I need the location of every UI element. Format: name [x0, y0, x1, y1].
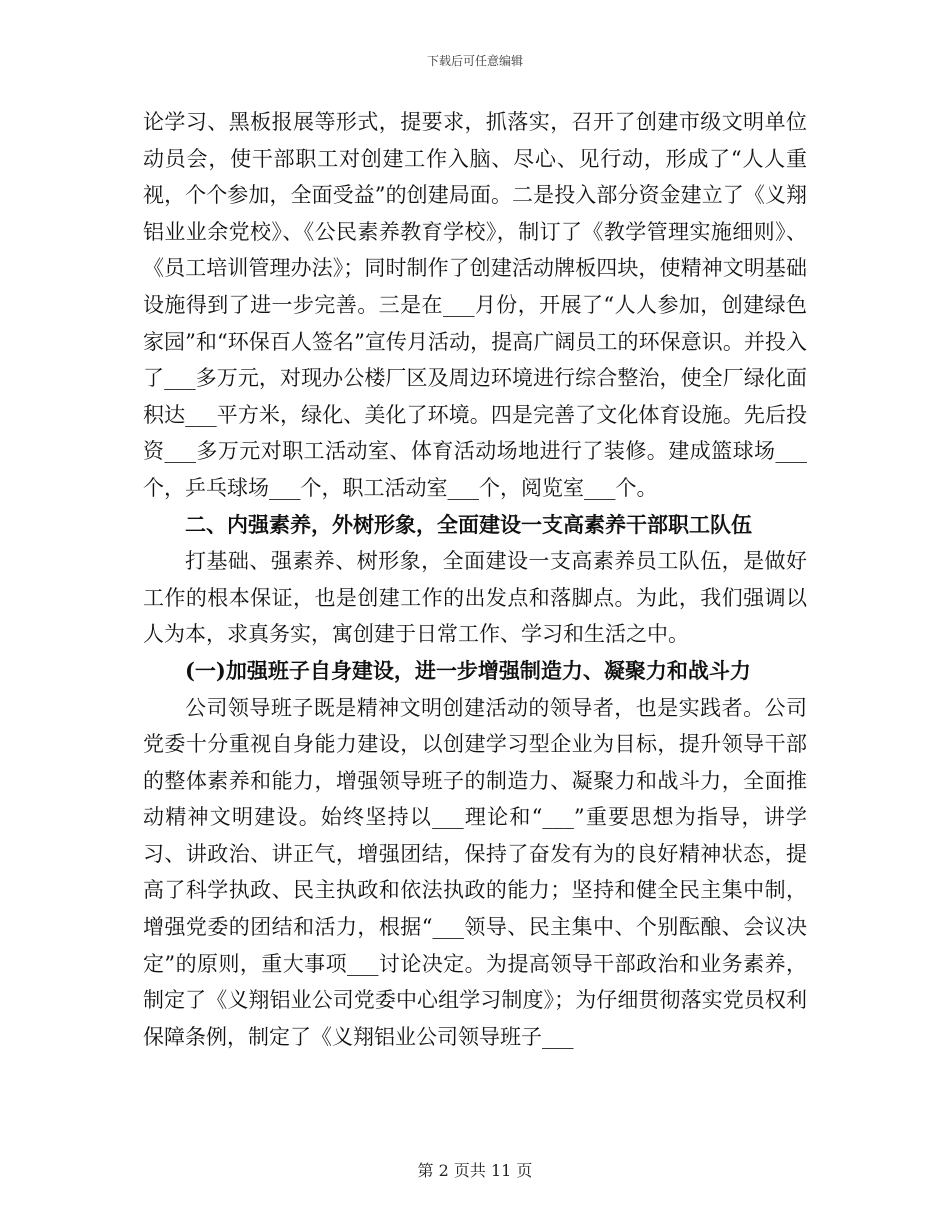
page-number-footer: 第 2 页共 11 页: [417, 1161, 533, 1180]
subsection-heading-1: (一)加强班子自身建设，进一步增强制造力、凝聚力和战斗力: [185, 657, 751, 683]
paragraph-section-2-intro: 打基础、强素养、树形象，全面建设一支高素养员工队伍，是做好工作的根本保证，也是创建工作的出发点和落脚点。为此，我们强调以人为本，求真务实，寓创建于日常工作、学习和生活之中。: [143, 549, 807, 647]
document-body: [143, 104, 807, 1055]
paragraph-leadership: 公司领导班子既是精神文明创建活动的领导者，也是实践者。公司党委十分重视自身能力建设，以创建学习型企业为目标，提升领导干部的整体素养和能力，增强领导班子的制造力、凝聚力和战斗力，全面推动精神文明建设。始终坚持以___理论和“___”重要思想为指导，讲学习、讲政治、讲正气，增强团结，保持了奋发有为的良好精神状态，提高了科学执政、民主执政和依法执政的能力；坚持和健全民主集中制，增强党委的团结和活力，根据“___领导、民主集中、个别酝酿、会议决定”的原则，重大事项___讨论决定。为提高领导干部政治和业务素养，制定了《义翔铝业公司党委中心组学习制度》；为仔细贯彻落实党员权利保障条例，制定了《义翔铝业公司领导班子___: [143, 695, 807, 1049]
section-heading-2: 二、内强素养，外树形象，全面建设一支高素养干部职工队伍: [185, 511, 752, 537]
page-header-note: 下载后可任意编辑: [426, 54, 523, 68]
paragraph-continuation: 论学习、黑板报展等形式，提要求，抓落实，召开了创建市级文明单位动员会，使干部职工对创建工作入脑、尽心、见行动，形成了“人人重视，个个参加，全面受益”的创建局面。二是投入部分资金建立了《义翔铝业业余党校》、《公民素养教育学校》，制订了《教学管理实施细则》、《员工培训管理办法》；同时制作了创建活动牌板四块，使精神文明基础设施得到了进一步完善。三是在___月份，开展了“人人参加，创建绿色家园”和“环保百人签名”宣传月活动，提高广阔员工的环保意识。并投入了___多万元，对现办公楼厂区及周边环境进行综合整治，使全厂绿化面积达___平方米，绿化、美化了环境。四是完善了文化体育设施。先后投资___多万元对职工活动室、体育活动场地进行了装修。建成篮球场___个，乒乓球场___个，职工活动室___个，阅览室___个。: [143, 110, 807, 500]
